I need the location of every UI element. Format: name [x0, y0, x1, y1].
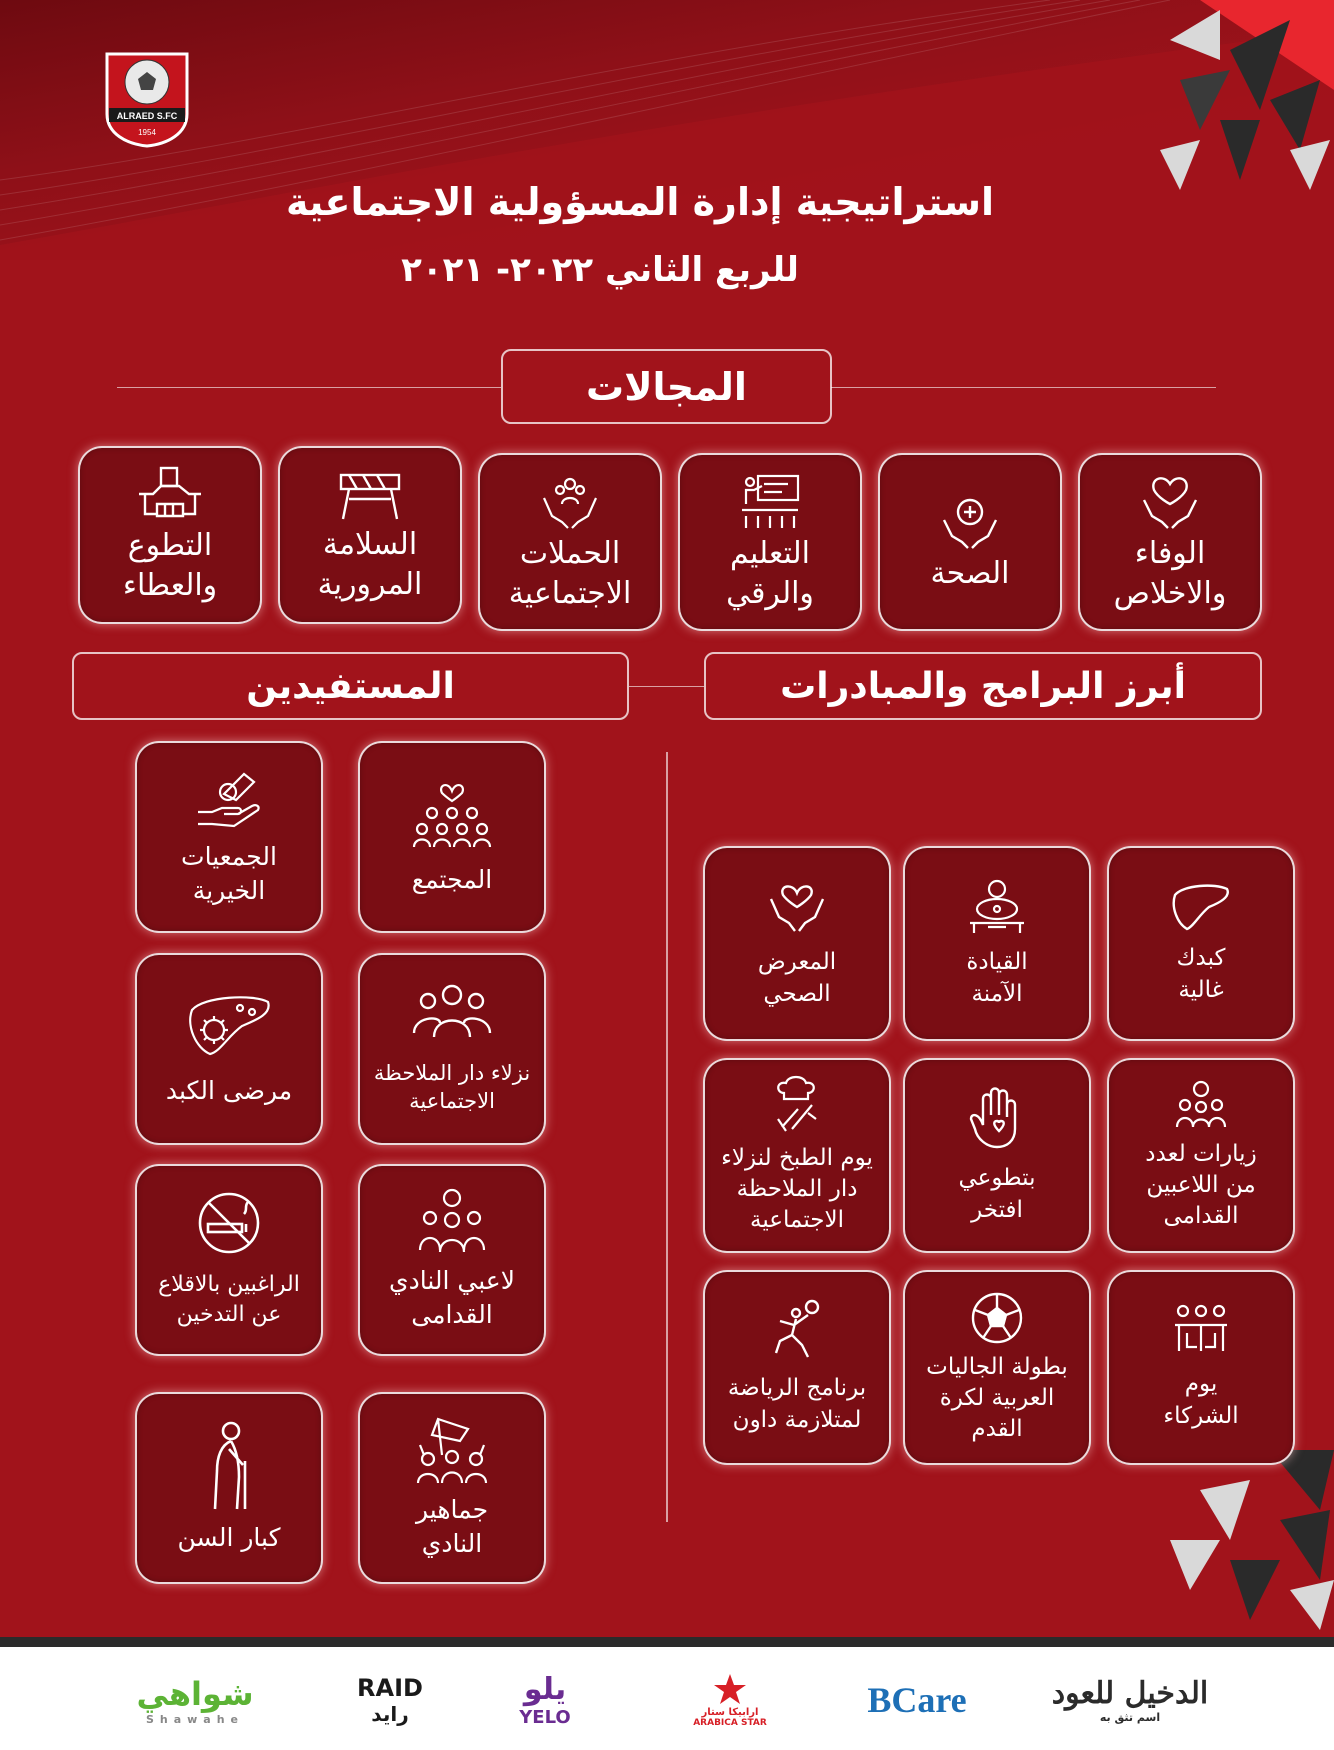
divider-right [831, 387, 1216, 388]
sponsor-shawahe [115, 1670, 275, 1730]
page-subtitle: للربع الثاني ٢٠٢٢- ٢٠٢١ [401, 250, 799, 290]
program-tile-cooking-day [703, 1058, 891, 1253]
program-label-20: الشركاء [1163, 1402, 1239, 1429]
program-label-1: كبدك [1176, 945, 1226, 972]
sponsor-name: RAID [357, 1674, 423, 1702]
area-label-11: التطوع [127, 527, 213, 563]
volleyball-player-icon [772, 1299, 822, 1359]
beneficiary-tile-observation-house [358, 953, 546, 1145]
area-label-12: والعطاء [122, 568, 218, 603]
beneficiary-tile-charities [135, 741, 323, 933]
beneficiary-label-6: الاجتماعية [409, 1089, 495, 1113]
sponsor-sub: رايد [371, 1702, 409, 1726]
program-label-19: يوم [1184, 1371, 1218, 1398]
beneficiary-label-3: الجمعيات [181, 842, 277, 872]
area-label-3: الصحة [930, 555, 1010, 591]
program-label-17: دار الملاحظة [736, 1175, 858, 1202]
beneficiary-label-14: النادي [421, 1529, 483, 1558]
area-tile-education [678, 453, 862, 631]
hands-heart-icon [1138, 470, 1202, 534]
program-tile-partners-day [1107, 1270, 1295, 1465]
program-tile-player-visits [1107, 1058, 1295, 1253]
programs-heading: أبرز البرامج والمبادرات [704, 652, 1262, 720]
area-label-9: السلامة [322, 526, 418, 562]
beneficiary-tile-former-players [358, 1164, 546, 1356]
program-label-2: غالية [1178, 976, 1224, 1003]
teacher-board-icon [738, 470, 802, 534]
sponsor-name: ارابيكا ستار [701, 1706, 759, 1718]
beneficiary-tile-quit-smoking [135, 1164, 323, 1356]
road-barrier-icon [335, 465, 405, 525]
program-label-4: القيادة [966, 949, 1028, 976]
area-label-7: الحملات [519, 535, 621, 571]
triangles-decoration-top [1160, 0, 1334, 200]
area-label-10: المرورية [317, 567, 423, 602]
area-label-8: الاجتماعية [508, 576, 632, 611]
liver-virus-icon [184, 990, 274, 1060]
beneficiary-label-9: لاعبي النادي [389, 1266, 515, 1296]
program-label-10: زيارات لعدد [1145, 1140, 1257, 1167]
program-label-25: برنامج الرياضة [727, 1375, 867, 1402]
program-label-8: الصحي [763, 980, 831, 1007]
chef-icon [772, 1075, 822, 1135]
sponsor-sub: ARABICA STAR [693, 1717, 767, 1728]
beneficiary-tile-liver-patients [135, 953, 323, 1145]
driver-icon [962, 877, 1032, 937]
program-label-23: العربية لكرة [939, 1384, 1055, 1411]
beneficiary-label-13: جماهير [415, 1495, 489, 1525]
beneficiary-label-4: الخيرية [192, 876, 266, 905]
beneficiary-tile-elderly [135, 1392, 323, 1584]
arabica-star-logo-icon [713, 1673, 747, 1707]
club-logo [101, 48, 193, 148]
program-tile-football-tournament [903, 1270, 1091, 1465]
program-label-18: الاجتماعية [750, 1207, 844, 1234]
beneficiary-tile-community [358, 741, 546, 933]
beneficiaries-heading: المستفيدين [72, 652, 629, 720]
program-tile-down-syndrome-sports [703, 1270, 891, 1465]
sponsor-aldakheel-oud [1030, 1670, 1230, 1730]
players-group-icon [414, 1188, 490, 1254]
people-group-icon [412, 983, 492, 1041]
program-label-5: الآمنة [971, 980, 1023, 1007]
sponsor-name: الدخيل للعود [1051, 1676, 1209, 1711]
handshake-icon [135, 464, 205, 526]
area-tile-health [878, 453, 1062, 631]
beneficiary-label-11: الراغبين بالاقلاع [158, 1272, 300, 1298]
beneficiary-label-10: القدامى [411, 1300, 493, 1329]
hand-heart-icon [969, 1085, 1025, 1151]
area-tile-loyalty [1078, 453, 1262, 631]
liver-icon [1169, 881, 1233, 933]
program-label-22: بطولة الجاليات [926, 1353, 1068, 1380]
triangles-decoration-bottom [1170, 1450, 1334, 1630]
sponsor-sub: اسم تثق به [1099, 1711, 1161, 1724]
areas-heading: المجالات [501, 349, 832, 424]
sponsor-sub: YELO [519, 1707, 571, 1728]
sponsor-sub: Shawahe [145, 1712, 245, 1726]
area-label-2: والاخلاص [1113, 576, 1227, 611]
beneficiary-label-12: عن التدخين [176, 1302, 282, 1327]
column-divider [666, 752, 668, 1522]
program-label-26: لمتلازمة داون [732, 1406, 862, 1433]
program-tile-volunteer-pride [903, 1058, 1091, 1253]
program-tile-liver [1107, 846, 1295, 1041]
beneficiary-label-5: نزلاء دار الملاحظة [373, 1060, 531, 1085]
no-smoking-icon [196, 1190, 262, 1256]
program-label-16: يوم الطبخ لنزلاء [721, 1144, 873, 1171]
heading-connector [629, 686, 704, 687]
page-title: استراتيجية إدارة المسؤولية الاجتماعية [285, 180, 995, 224]
area-label-1: الوفاء [1134, 535, 1206, 571]
program-tile-health-fair [703, 846, 891, 1041]
club-name: ALRAED S.FC [116, 111, 178, 121]
club-year: 1954 [138, 128, 156, 137]
program-label-13: بتطوعي [958, 1165, 1036, 1192]
beneficiary-tile-club-fans [358, 1392, 546, 1584]
elderly-icon [201, 1421, 257, 1511]
sponsor-arabica-star [660, 1670, 800, 1730]
area-label-6: والرقي [726, 576, 814, 611]
area-tile-volunteering [78, 446, 262, 624]
program-label-12: القدامى [1163, 1203, 1239, 1230]
sponsor-name: يلو [523, 1672, 567, 1707]
beneficiary-label-15: كبار السن [177, 1523, 281, 1553]
fans-flag-icon [412, 1415, 492, 1485]
divider-left [117, 387, 501, 388]
area-tile-road-safety [278, 446, 462, 624]
partners-meeting-icon [1169, 1303, 1233, 1355]
program-label-7: المعرض [757, 949, 837, 976]
health-hands-icon [938, 490, 1002, 554]
hands-heart-icon [765, 877, 829, 933]
sponsor-name: شواهي [136, 1674, 254, 1713]
beneficiary-label-7: مرضى الكبد [165, 1076, 293, 1106]
sponsor-raid [340, 1670, 440, 1730]
players-group-icon [1169, 1079, 1233, 1131]
beneficiary-label-1: المجتمع [411, 865, 493, 895]
community-hands-icon [538, 470, 602, 534]
crowd-heart-icon [412, 777, 492, 851]
sponsor-name: BCare [867, 1680, 967, 1720]
charity-hand-icon [194, 766, 264, 830]
program-label-24: القدم [971, 1416, 1023, 1443]
area-label-5: التعليم [730, 535, 810, 571]
program-tile-safe-driving [903, 846, 1091, 1041]
program-label-11: من اللاعبين [1146, 1171, 1256, 1198]
sponsor-yelo [495, 1670, 595, 1730]
program-label-14: افتخر [971, 1196, 1023, 1223]
area-tile-campaigns [478, 453, 662, 631]
sponsor-bcare [842, 1670, 992, 1730]
football-icon [969, 1290, 1025, 1346]
